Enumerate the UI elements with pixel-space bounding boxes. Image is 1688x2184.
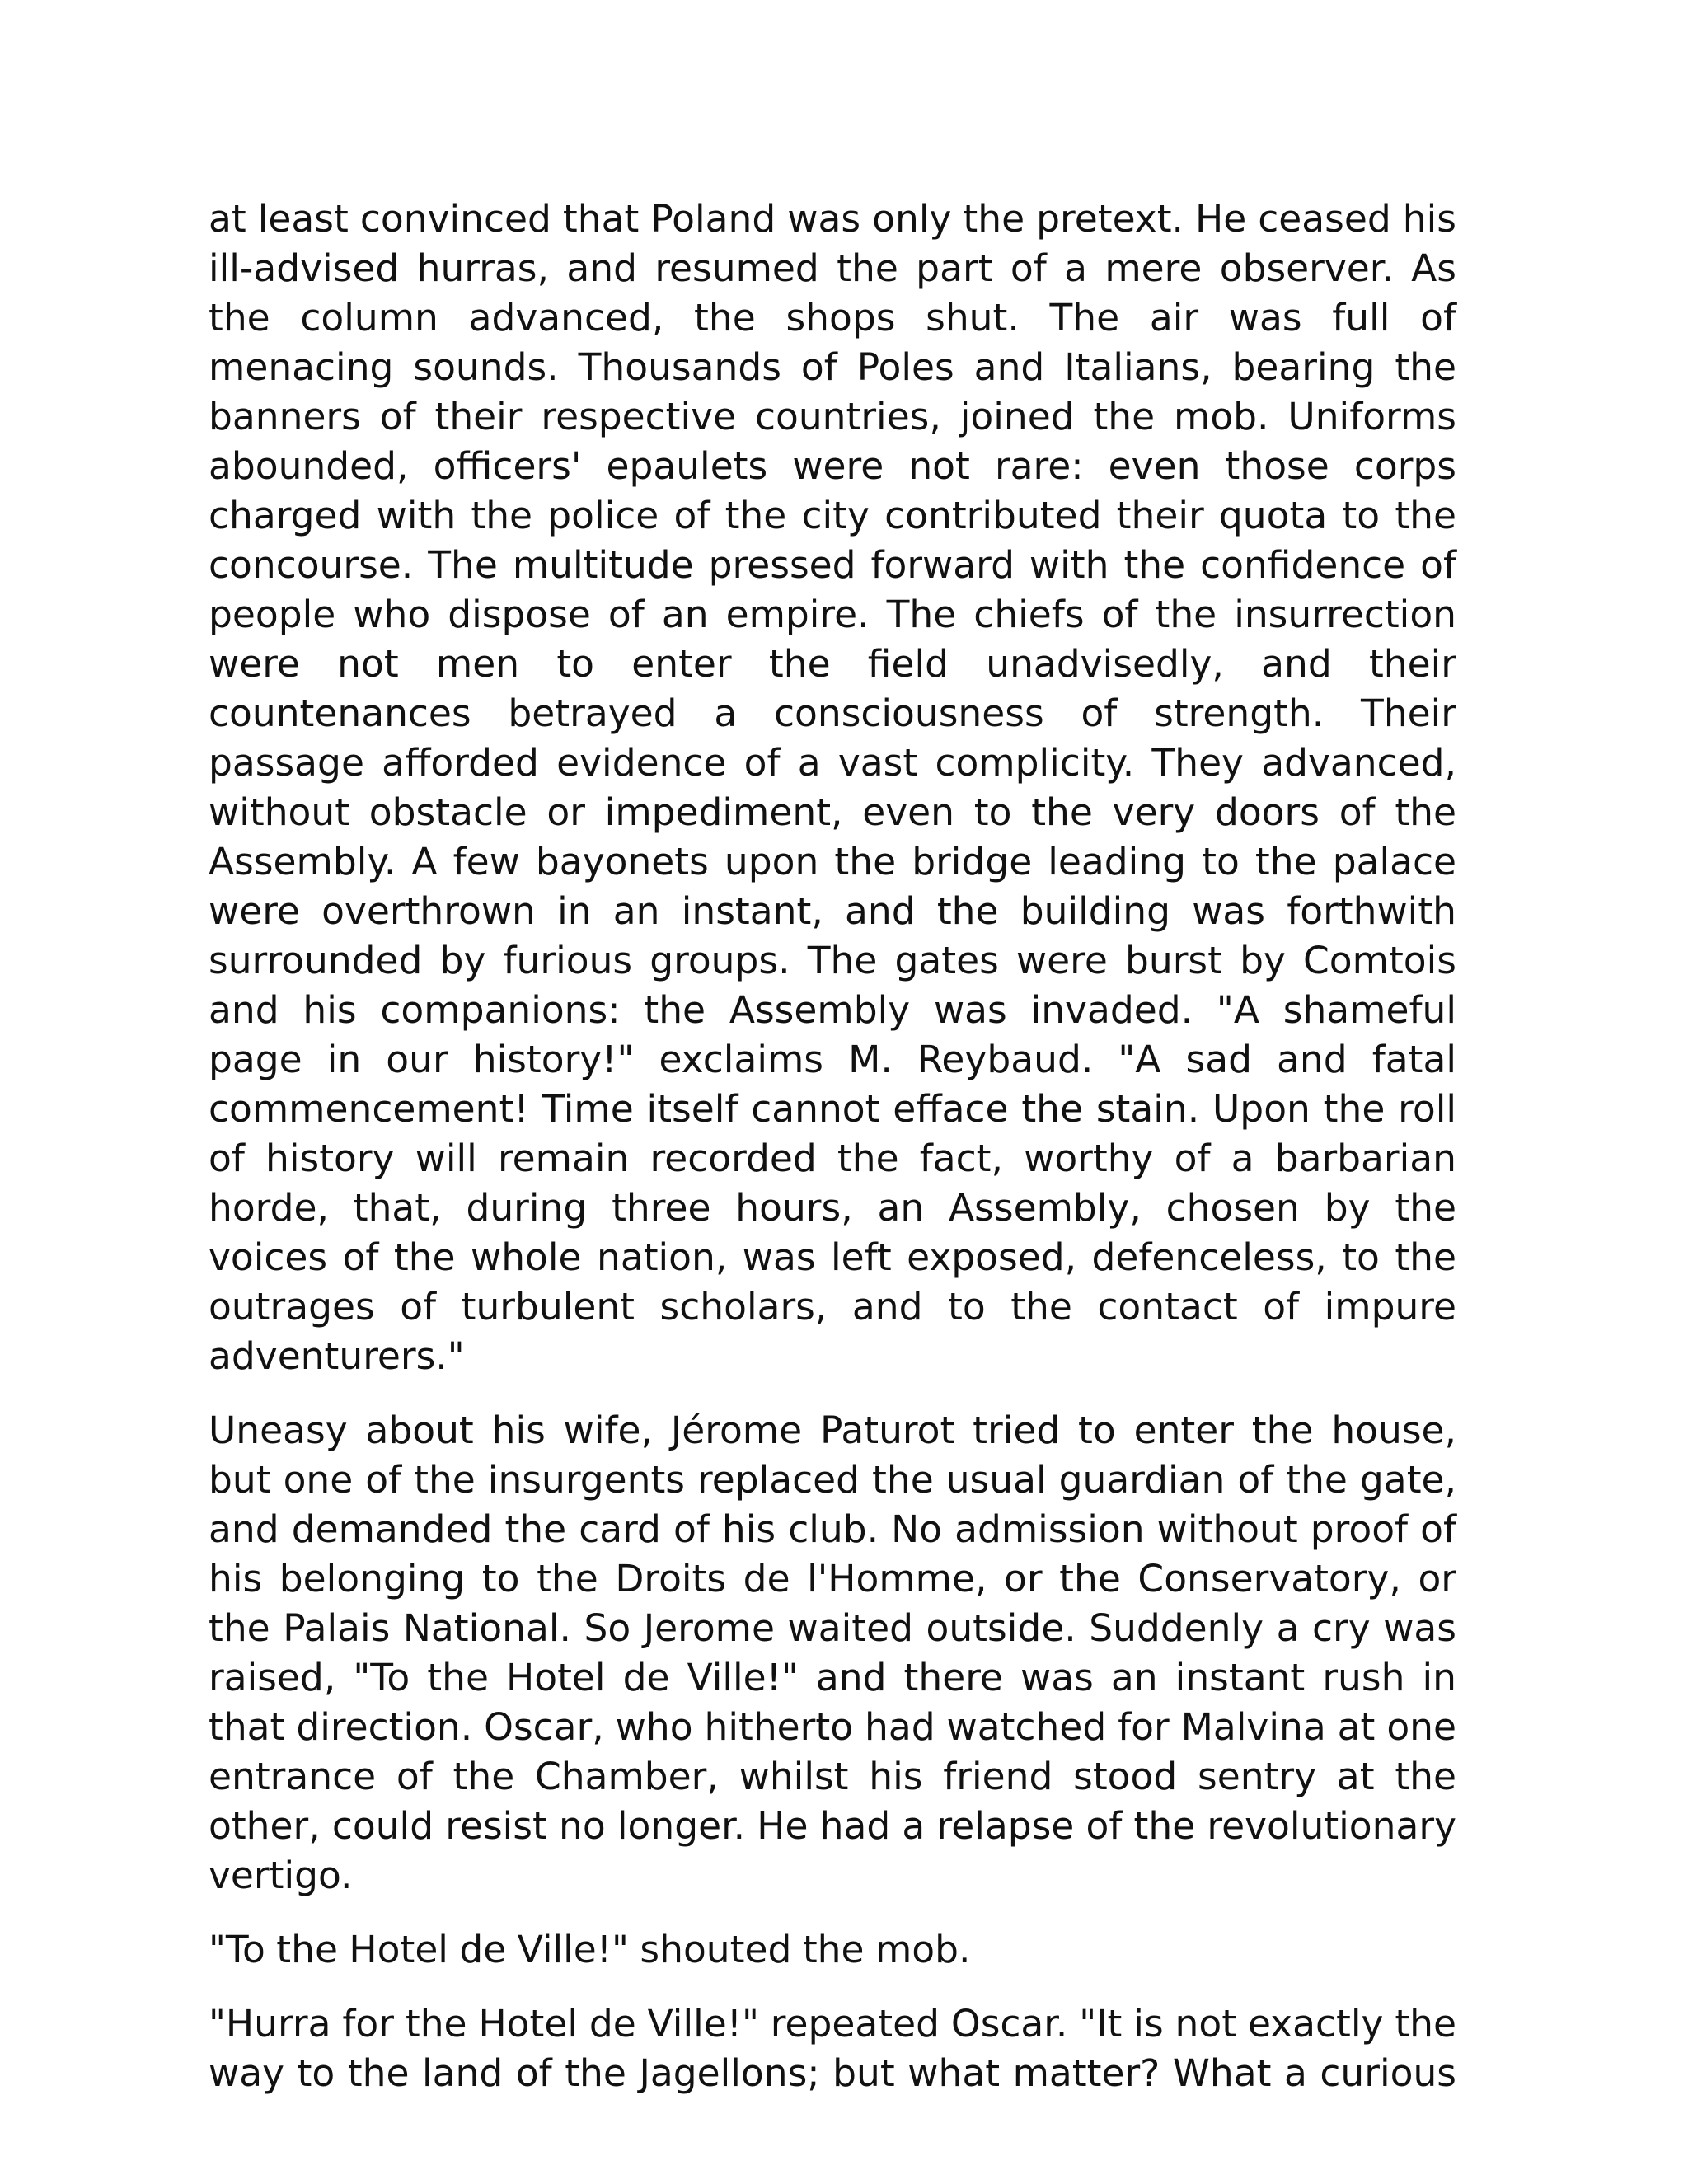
- paragraph: at least convinced that Poland was only the pretext. He ceased his ill-advised hurras, and resumed the part of a mere observer. As the column advanced, the shops shut. The air was full of menacing sounds. Thousands of Poles and Italians, bearing the banners of their respective countries, joined the mob. Uniforms abounded, officers' epaulets were not rare: even those corps charged with the police of the city contributed their quota to the concourse. The multitude pressed forward with the confidence of people who dispose of an empire. The chiefs of the insurrection were not men to enter the field unadvisedly, and their countenances betrayed a consciousness of strength. Their passage afforded evidence of a vast complicity. They advanced, without obstacle or impediment, even to the very doors of the Assembly. A few bayonets upon the bridge leading to the palace were overthrown in an instant, and the building was forthwith surrounded by furious groups. The gates were burst by Comtois and his companions: the Assembly was invaded. "A shameful page in our history!" exclaims M. Reybaud. "A sad and fatal commencement! Time itself cannot efface the stain. Upon the roll of history will remain recorded the fact, worthy of a barbarian horde, that, during three hours, an Assembly, chosen by the voices of the whole nation, was left exposed, defenceless, to the outrages of turbulent scholars, and to the contact of impure adventurers.": [209, 197, 1456, 1378]
- paragraph: "To the Hotel de Ville!" shouted the mob.: [209, 1928, 971, 1971]
- paragraph: Uneasy about his wife, Jérome Paturot tried to enter the house, but one of the insurgents replaced the usual guardian of the gate, and demanded the card of his club. No admission without proof of his belonging to the Droits de l'Homme, or the Conservatory, or the Palais National. So Jerome waited outside. Suddenly a cry was raised, "To the Hotel de Ville!" and there was an instant rush in that direction. Oscar, who hitherto had watched for Malvina at one entrance of the Chamber, whilst his friend stood sentry at the other, could resist no longer. He had a relapse of the revolutionary vertigo.: [209, 1408, 1456, 1897]
- paragraph: "Hurra for the Hotel de Ville!" repeated Oscar. "It is not exactly the way to the land of the Jagellons; but what matter? What a curious: [209, 2002, 1456, 2095]
- document-page: [209, 194, 1456, 2098]
